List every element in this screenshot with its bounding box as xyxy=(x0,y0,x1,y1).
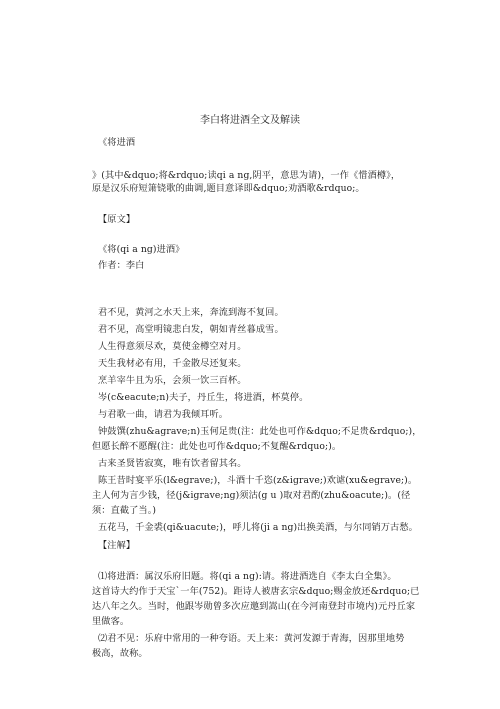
poem-line: 古来圣贤皆寂寞，唯有饮者留其名。 xyxy=(98,458,247,469)
poem-line: 人生得意须尽欢，莫使金樽空对月。 xyxy=(98,341,247,352)
poem-line: 天生我材必有用，千金散尽还复来。 xyxy=(98,358,247,369)
poem-line: 须：直截了当。) xyxy=(92,505,157,516)
poem-title: 《将(qi a ng)进酒》 xyxy=(98,244,185,255)
poem-line: 五花马，千金裘(qi&uacute;)，呼儿将(ji a ng)出换美酒，与尔同销万古愁。 xyxy=(98,522,418,533)
poem-line: 君不见，高堂明镜悲白发，朝如青丝暮成雪。 xyxy=(98,324,284,335)
note-line: ⑴将进酒：属汉乐府旧题。将(qi a ng):请。将进酒选自《李太白全集》。 xyxy=(98,571,397,582)
poem-line: 钟鼓馔(zhu&agrave;n)玉何足贵(注：此处也可作&dquo;不足贵&rdquo;)， xyxy=(98,426,422,437)
note-line: 这首诗大约作于天宝`一年(752)。距诗人被唐玄宗&dquo;赐金放还&rdquo;已 xyxy=(92,586,420,597)
section-heading-notes: 【注解】 xyxy=(98,540,136,551)
poem-line: 岑(c&eacute;n)夫子，丹丘生，将进酒，杯莫停。 xyxy=(98,392,309,403)
note-line: 里做客。 xyxy=(92,616,130,627)
poem-line: 君不见，黄河之水天上来，奔流到海不复回。 xyxy=(98,307,284,318)
intro-line: 《将进酒 xyxy=(98,137,136,148)
poem-line: 主人何为言少钱，径(j&igrave;ng)须沽(g u )取对君酌(zhu&oacute;)。(径 xyxy=(92,490,411,501)
poem-author: 作者：李白 xyxy=(98,260,145,271)
note-line: 极高，故称。 xyxy=(92,648,148,659)
intro-line: 原是汉乐府短箫铙歌的曲调,题目意译即&dquo;劝酒歌&rdquo;。 xyxy=(92,183,365,194)
poem-line: 陈王昔时宴平乐(l&egrave;)，斗酒十千恣(z&igrave;)欢谑(xu&egrave;)。 xyxy=(98,475,418,486)
intro-line: 》(其中&dquo;将&rdquo;读qi a ng,阴平，意思为请)，一作《惜酒樽》， xyxy=(92,170,401,181)
poem-line: 但愿长醉不愿醒(注：此处也可作&dquo;不复醒&rdquo;)。 xyxy=(92,441,342,452)
note-line: ⑵君不见：乐府中常用的一种夸语。天上来：黄河发源于青海，因那里地势 xyxy=(98,633,405,644)
section-heading-original: 【原文】 xyxy=(98,214,136,225)
poem-line: 与君歌一曲，请君为我倾耳听。 xyxy=(98,409,229,420)
poem-line: 烹羊宰牛且为乐，会须一饮三百杯。 xyxy=(98,375,247,386)
page-title: 李白将进酒全文及解读 xyxy=(200,115,300,126)
note-line: 达八年之久。当时，他跟岑勋曾多次应邀到嵩山(在今河南登封市境内)元丹丘家 xyxy=(92,601,416,612)
